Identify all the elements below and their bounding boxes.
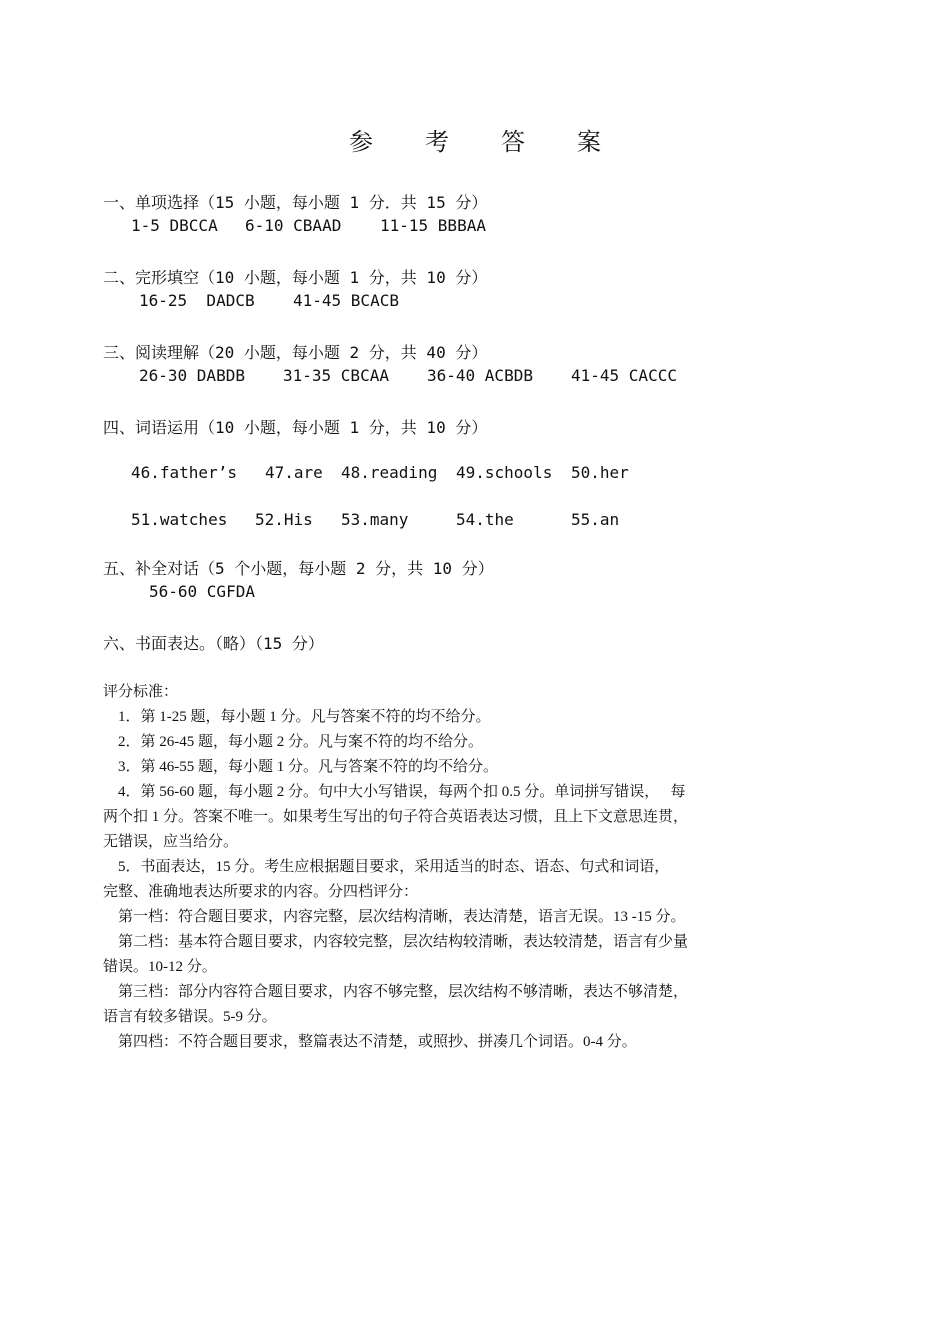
rubric-heading: 评分标准： (103, 684, 179, 700)
grade-level-3-line-1: 第三档：部分内容符合题目要求，内容不够完整，层次结构不够清晰，表达不够清楚， (118, 984, 689, 1000)
answer-50: 50.her (571, 463, 629, 482)
title-char: 考 (425, 128, 449, 156)
section-5-header: 五、补全对话（5 个小题，每小题 2 分，共 10 分） (103, 559, 494, 578)
answer-26-30: 26-30 DABDB (139, 366, 245, 385)
grade-level-2-line-2: 错误。10-12 分。 (103, 959, 217, 975)
answer-49: 49.schools (456, 463, 553, 482)
rubric-item-5-line-1: 5．书面表达，15 分。考生应根据题目要求，采用适当的时态、语态、句式和词语， (118, 859, 670, 875)
answer-41-45-reading: 41-45 CACCC (571, 366, 677, 385)
answer-16-25: 16-25 DADCB (139, 291, 255, 310)
title-char: 案 (577, 128, 601, 156)
answer-41-45-cloze: 41-45 BCACB (293, 291, 399, 310)
title-char: 参 (349, 128, 373, 156)
section-4-header: 四、词语运用（10 小题，每小题 1 分，共 10 分） (103, 418, 488, 437)
answer-11-15: 11-15 BBBAA (380, 216, 486, 235)
rubric-item-2: 2．第 26-45 题，每小题 2 分。凡与案不符的均不给分。 (118, 734, 483, 750)
answer-52: 52.His (255, 510, 313, 529)
answer-56-60: 56-60 CGFDA (149, 582, 255, 601)
answer-31-35: 31-35 CBCAA (283, 366, 389, 385)
answer-36-40: 36-40 ACBDB (427, 366, 533, 385)
answer-47: 47.are (265, 463, 323, 482)
section-3-header: 三、阅读理解（20 小题，每小题 2 分，共 40 分） (103, 343, 488, 362)
answer-1-5: 1-5 DBCCA (131, 216, 218, 235)
answer-46: 46.father’s (131, 463, 237, 482)
section-1-header: 一、单项选择（15 小题，每小题 1 分．共 15 分） (103, 193, 488, 212)
answer-54: 54.the (456, 510, 514, 529)
rubric-item-4-line-1: 4．第 56-60 题，每小题 2 分。句中大小写错误，每两个扣 0.5 分。单词拼写错误， 每 (118, 784, 686, 800)
grade-level-2-line-1: 第二档：基本符合题目要求，内容较完整，层次结构较清晰，表达较清楚，语言有少量 (118, 934, 689, 950)
title-char: 答 (501, 128, 525, 156)
rubric-item-1: 1．第 1-25 题，每小题 1 分。凡与答案不符的均不给分。 (118, 709, 491, 725)
answer-48: 48.reading (341, 463, 438, 482)
answer-6-10: 6-10 CBAAD (245, 216, 342, 235)
section-2-header: 二、完形填空（10 小题，每小题 1 分，共 10 分） (103, 268, 488, 287)
rubric-item-3: 3．第 46-55 题，每小题 1 分。凡与答案不符的均不给分。 (118, 759, 498, 775)
grade-level-1: 第一档：符合题目要求，内容完整，层次结构清晰，表达清楚，语言无误。13 -15 分。 (118, 909, 686, 925)
grade-level-3-line-2: 语言有较多错误。5-9 分。 (103, 1009, 277, 1025)
rubric-item-4-line-2: 两个扣 1 分。答案不唯一。如果考生写出的句子符合英语表达习惯，且上下文意思连贯， (103, 809, 689, 825)
answer-51: 51.watches (131, 510, 228, 529)
grade-level-4: 第四档：不符合题目要求，整篇表达不清楚，或照抄、拼凑几个词语。0-4 分。 (118, 1034, 637, 1050)
answer-55: 55.an (571, 510, 620, 529)
section-6-header: 六、书面表达。（略）（15 分） (103, 634, 324, 653)
rubric-item-4-line-3: 无错误，应当给分。 (103, 834, 239, 850)
rubric-item-5-line-2: 完整、准确地表达所要求的内容。分四档评分： (103, 884, 419, 900)
page-title (0, 122, 950, 157)
answer-53: 53.many (341, 510, 409, 529)
